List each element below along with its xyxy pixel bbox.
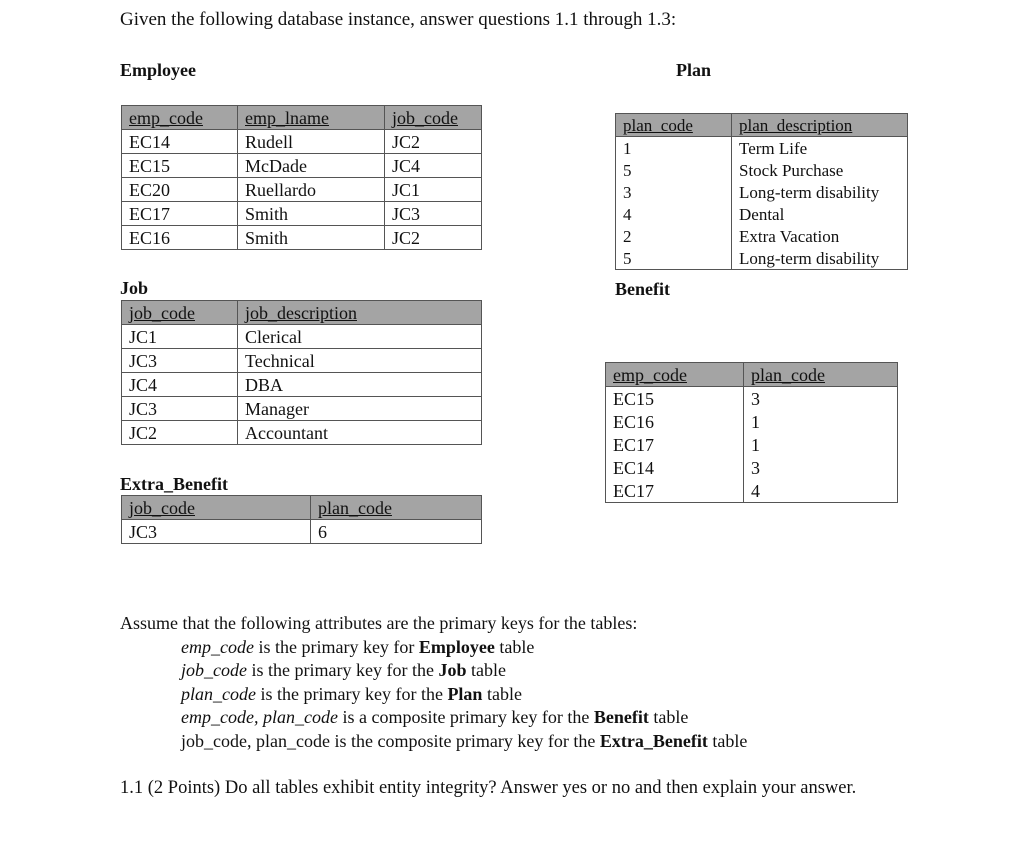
table-cell: EC15 — [606, 387, 744, 411]
key-table-name: Employee — [418, 636, 495, 657]
table-header-row — [122, 301, 482, 325]
table-cell: Long-term disability — [732, 247, 908, 270]
table-cell: 1 — [744, 433, 898, 456]
job-table — [121, 300, 482, 445]
table-cell: JC1 — [122, 325, 238, 349]
key-table-name: Extra_Benefit — [599, 730, 708, 751]
table-row — [122, 154, 482, 178]
table-row — [122, 202, 482, 226]
table-cell: JC1 — [385, 178, 482, 202]
key-attribute: emp_code, plan_code — [181, 707, 338, 727]
table-row — [616, 225, 908, 247]
table-row — [606, 387, 898, 411]
table-header-row — [122, 496, 482, 520]
key-description: is the primary key for the — [246, 660, 439, 680]
table-cell: JC2 — [385, 226, 482, 250]
table-cell: Technical — [238, 349, 482, 373]
table-cell: McDade — [238, 154, 385, 178]
table-header-row — [606, 363, 898, 387]
column-header: emp_code — [606, 363, 744, 387]
primary-keys-intro: Assume that the following attributes are the primary keys for the tables: — [120, 613, 638, 633]
table-cell: 3 — [744, 456, 898, 479]
table-cell: Term Life — [732, 137, 908, 160]
column-header: plan_description — [732, 114, 908, 137]
column-header: job_code — [385, 106, 482, 130]
column-header: emp_lname — [238, 106, 385, 130]
table-row — [122, 130, 482, 154]
benefit-table — [605, 362, 898, 503]
key-suffix: table — [494, 636, 535, 657]
table-header-row — [122, 106, 482, 130]
primary-key-line — [120, 706, 747, 730]
benefit-title: Benefit — [615, 279, 670, 299]
table-cell: Accountant — [238, 421, 482, 445]
key-description: is the composite primary key for the — [329, 730, 600, 751]
table-row — [122, 373, 482, 397]
table-cell: 5 — [616, 247, 732, 270]
table-cell: JC2 — [122, 421, 238, 445]
table-row — [122, 325, 482, 349]
table-cell: Rudell — [238, 130, 385, 154]
table-cell: Clerical — [238, 325, 482, 349]
extra-benefit-table — [121, 495, 482, 544]
table-cell: 1 — [744, 410, 898, 433]
table-row — [122, 520, 482, 544]
column-header: job_code — [122, 301, 238, 325]
table-row — [606, 479, 898, 503]
column-header: job_description — [238, 301, 482, 325]
column-header: plan_code — [744, 363, 898, 387]
question-1-1: 1.1 (2 Points) Do all tables exhibit entity integrity? Answer yes or no and then explain your answer. — [120, 778, 857, 798]
table-row — [122, 178, 482, 202]
key-table-name: Job — [438, 660, 467, 680]
key-suffix: table — [648, 707, 689, 727]
table-cell: JC4 — [385, 154, 482, 178]
table-cell: 3 — [616, 181, 732, 203]
column-header: plan_code — [311, 496, 482, 520]
table-row — [606, 456, 898, 479]
column-header: job_code — [122, 496, 311, 520]
table-cell: Extra Vacation — [732, 225, 908, 247]
table-cell: JC4 — [122, 373, 238, 397]
key-attribute: job_code, plan_code — [181, 730, 330, 751]
key-attribute: emp_code — [181, 636, 254, 657]
employee-title: Employee — [120, 60, 196, 80]
key-suffix: table — [466, 660, 506, 680]
table-cell: 5 — [616, 159, 732, 181]
table-cell: JC3 — [122, 397, 238, 421]
column-header: emp_code — [122, 106, 238, 130]
table-cell: Smith — [238, 226, 385, 250]
table-cell: EC17 — [606, 479, 744, 503]
key-table-name: Benefit — [593, 707, 649, 727]
table-cell: 4 — [616, 203, 732, 225]
table-cell: EC16 — [606, 410, 744, 433]
table-header-row — [616, 114, 908, 137]
table-cell: 2 — [616, 225, 732, 247]
key-description: is the primary key for the — [255, 683, 448, 704]
table-cell: Smith — [238, 202, 385, 226]
table-row — [122, 226, 482, 250]
table-cell: JC3 — [385, 202, 482, 226]
job-title: Job — [120, 278, 149, 298]
key-suffix: table — [482, 683, 522, 704]
table-cell: 4 — [744, 479, 898, 503]
table-row — [616, 137, 908, 160]
table-row — [616, 203, 908, 225]
table-cell: 3 — [744, 387, 898, 411]
key-attribute: plan_code — [181, 683, 256, 704]
key-suffix: table — [707, 730, 748, 751]
table-cell: EC15 — [122, 154, 238, 178]
primary-keys-section — [120, 612, 747, 753]
table-cell: EC17 — [122, 202, 238, 226]
plan-title: Plan — [676, 60, 712, 80]
table-row — [616, 159, 908, 181]
table-cell: 6 — [311, 520, 482, 544]
table-cell: EC14 — [606, 456, 744, 479]
table-cell: Manager — [238, 397, 482, 421]
primary-key-line — [120, 636, 747, 660]
table-cell: EC20 — [122, 178, 238, 202]
table-row — [122, 421, 482, 445]
table-cell: JC3 — [122, 520, 311, 544]
primary-key-line — [120, 659, 747, 683]
table-cell: Long-term disability — [732, 181, 908, 203]
table-cell: 1 — [616, 137, 732, 160]
key-table-name: Plan — [447, 683, 483, 704]
table-row — [122, 397, 482, 421]
table-cell: EC14 — [122, 130, 238, 154]
key-attribute: job_code — [181, 660, 247, 680]
employee-table — [121, 105, 482, 250]
table-cell: JC2 — [385, 130, 482, 154]
table-cell: DBA — [238, 373, 482, 397]
primary-keys-list — [120, 636, 747, 754]
primary-key-line — [120, 683, 747, 707]
table-cell: Ruellardo — [238, 178, 385, 202]
key-description: is the primary key for — [253, 636, 419, 657]
plan-table — [615, 113, 908, 270]
table-row — [616, 181, 908, 203]
table-row — [606, 433, 898, 456]
extra-benefit-title: Extra_Benefit — [120, 474, 228, 494]
table-cell: Dental — [732, 203, 908, 225]
intro-text: Given the following database instance, answer questions 1.1 through 1.3: — [120, 9, 677, 30]
table-row — [122, 349, 482, 373]
table-cell: EC16 — [122, 226, 238, 250]
key-description: is a composite primary key for the — [337, 707, 594, 727]
primary-key-line — [120, 730, 747, 754]
table-cell: Stock Purchase — [732, 159, 908, 181]
table-row — [616, 247, 908, 270]
table-row — [606, 410, 898, 433]
table-cell: JC3 — [122, 349, 238, 373]
table-cell: EC17 — [606, 433, 744, 456]
column-header: plan_code — [616, 114, 732, 137]
